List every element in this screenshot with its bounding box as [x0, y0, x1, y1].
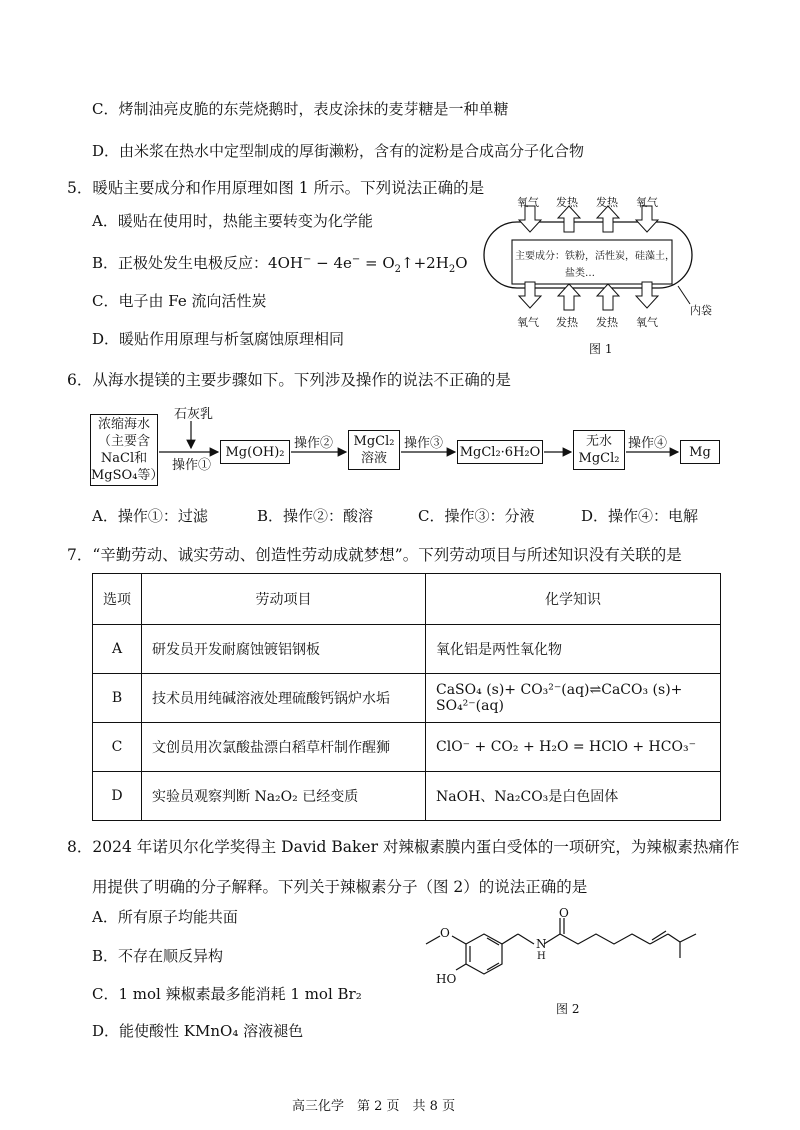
q5-option-c: C．电子由 Fe 流向活性炭: [92, 292, 267, 310]
q4-option-c: C．烤制油亮皮脆的东莞烧鹅时，表皮涂抹的麦芽糖是一种单糖: [92, 100, 509, 118]
fig1-top-label-3: 发热: [596, 196, 618, 209]
q8-stem-line-2: 用提供了明确的分子解释。下列关于辣椒素分子（图 2）的说法正确的是: [92, 878, 588, 896]
table-row: [93, 772, 721, 821]
q5-option-a: A．暖贴在使用时，热能主要转变为化学能: [92, 212, 373, 230]
flow-box-hydrate: MgCl₂·6H₂O: [457, 440, 543, 464]
fig2-atom-ho: HO: [436, 972, 457, 986]
table-row: [93, 723, 721, 772]
fig1-inner-text-1: 主要成分：铁粉，活性炭，硅藻土，: [515, 251, 675, 262]
fig1-top-label-4: 氧气: [636, 196, 658, 209]
fig1-bottom-label-4: 氧气: [636, 316, 658, 329]
flow-start-box: 浓缩海水 （主要含 NaCl和 MgSO₄等）: [90, 414, 158, 486]
page-footer: 高三化学 第 2 页 共 8 页: [292, 1099, 456, 1114]
row-option: B: [93, 674, 142, 723]
flow-op3: 操作③: [404, 436, 444, 451]
table-header-row: [93, 574, 721, 625]
q7-stem: 7．“辛勤劳动、诚实劳动、创造性劳动成就梦想”。下列劳动项目与所述知识没有关联的是: [67, 546, 682, 564]
q8-option-d: D．能使酸性 KMnO₄ 溶液褪色: [92, 1022, 304, 1040]
table-row: [93, 674, 721, 723]
fig1-bottom-label-2: 发热: [556, 316, 578, 329]
flow-op2: 操作②: [294, 436, 334, 451]
fig2-atom-o-methoxy: O: [440, 926, 450, 940]
q5-option-d: D．暖贴作用原理与析氢腐蚀原理相同: [92, 330, 345, 348]
row-project: 实验员观察判断 Na₂O₂ 已经变质: [142, 772, 426, 821]
q6-option-a: A．操作①：过滤: [92, 507, 208, 525]
table-row: [93, 625, 721, 674]
flow-reagent: 石灰乳: [174, 407, 214, 422]
fig2-atom-h: H: [537, 951, 546, 962]
flow-box-anhydrous: 无水 MgCl₂: [573, 430, 625, 470]
fig2-caption: 图 2: [556, 1002, 580, 1016]
q8-option-c: C．1 mol 辣椒素最多能消耗 1 mol Br₂: [92, 985, 362, 1003]
q6-option-b: B．操作②：酸溶: [257, 507, 374, 525]
q8-option-a: A．所有原子均能共面: [92, 908, 238, 926]
row-project: 技术员用纯碱溶液处理硫酸钙锅炉水垢: [142, 674, 426, 723]
row-knowledge: NaOH、Na₂CO₃是白色固体: [426, 772, 721, 821]
flow-arrows: [0, 0, 800, 500]
flow-box-mg: Mg: [680, 440, 720, 464]
fig1-top-label-1: 氧气: [517, 196, 539, 209]
q7-table: [92, 573, 721, 821]
flow-box-mgcl2-solution: MgCl₂ 溶液: [348, 430, 400, 470]
q4-option-d: D．由米浆在热水中定型制成的厚街濑粉，含有的淀粉是合成高分子化合物: [92, 142, 585, 160]
header-option: 选项: [93, 574, 142, 625]
flow-op4: 操作④: [628, 436, 668, 451]
q6-stem: 6．从海水提镁的主要步骤如下。下列涉及操作的说法不正确的是: [67, 371, 511, 389]
fig1-pointer-label: 内袋: [690, 304, 712, 317]
q5-option-b: B．正极处发生电极反应：$4OH^- - 4e^- = O_2↑+2H_2O$: [92, 254, 468, 275]
flow-box-mgoh2: Mg(OH)₂: [220, 440, 290, 464]
fig2-atom-o-carbonyl: O: [559, 906, 569, 920]
row-project: 文创员用次氯酸盐漂白稻草杆制作醒狮: [142, 723, 426, 772]
row-knowledge: 氧化铝是两性氧化物: [426, 625, 721, 674]
q8-stem-line-1: 8．2024 年诺贝尔化学奖得主 David Baker 对辣椒素膜内蛋白受体的一项研究，为辣椒素热痛作: [67, 838, 740, 856]
q6-option-c: C．操作③：分液: [418, 507, 535, 525]
fig1-top-label-2: 发热: [556, 196, 578, 209]
row-project: 研发员开发耐腐蚀镀铝钢板: [142, 625, 426, 674]
row-option: D: [93, 772, 142, 821]
fig2-atom-n: N: [536, 937, 547, 951]
q6-option-d: D．操作④：电解: [581, 507, 699, 525]
header-project: 劳动项目: [142, 574, 426, 625]
flow-op1: 操作①: [172, 458, 212, 473]
q5-stem: 5．暖贴主要成分和作用原理如图 1 所示。下列说法正确的是: [67, 179, 485, 197]
row-option: A: [93, 625, 142, 674]
fig1-bottom-label-3: 发热: [596, 316, 618, 329]
fig1-caption: 图 1: [589, 342, 613, 356]
fig1-inner-text-2: 盐类…: [565, 268, 595, 279]
q8-option-b: B．不存在顺反异构: [92, 947, 224, 965]
row-option: C: [93, 723, 142, 772]
row-knowledge: CaSO₄ (s)+ CO₃²⁻(aq)⇌CaCO₃ (s)+ SO₄²⁻(aq): [426, 674, 721, 723]
row-knowledge: ClO⁻ + CO₂ + H₂O = HClO + HCO₃⁻: [426, 723, 721, 772]
header-knowledge: 化学知识: [426, 574, 721, 625]
fig1-bottom-label-1: 氧气: [517, 316, 539, 329]
